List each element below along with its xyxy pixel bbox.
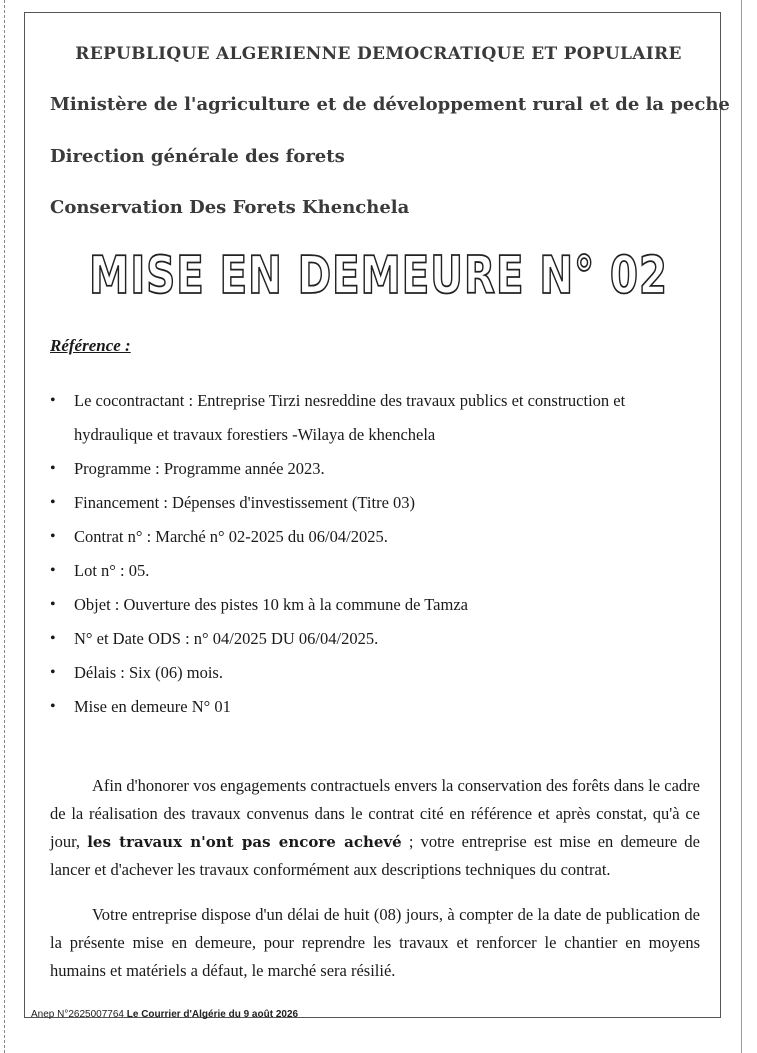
reference-deadline: Délais : Six (06) mois. [74,663,223,682]
conservation-heading: Conservation Des Forets Khenchela [50,197,410,218]
list-item [50,452,670,486]
list-item [50,486,670,520]
scan-right-edge [741,0,742,1053]
ministry-heading: Ministère de l'agriculture et de développement rural et de la peche [50,94,730,115]
publication-footer [31,1009,298,1020]
list-item [50,384,670,452]
reference-list [50,384,670,724]
bullet-icon: • [50,630,56,647]
bullet-icon: • [50,494,56,511]
list-item [50,622,670,656]
country-heading: REPUBLIQUE ALGERIENNE DEMOCRATIQUE ET POPULAIRE [75,44,682,64]
reference-label: Référence : [50,336,131,355]
bullet-icon: • [50,528,56,545]
bullet-icon: • [50,562,56,579]
reference-previous-notice: Mise en demeure N° 01 [74,697,231,716]
publication-source: Le Courrier d'Algérie du 9 août 2026 [126,1009,299,1020]
body-paragraph-2 [50,901,700,985]
body-paragraph-1 [50,772,700,884]
direction-heading: Direction générale des forets [50,146,345,167]
reference-lot: Lot n° : 05. [74,561,150,580]
bullet-icon: • [50,596,56,613]
list-item [50,554,670,588]
list-item [50,690,670,724]
bullet-icon: • [50,392,56,409]
bullet-icon: • [50,698,56,715]
reference-contractor: Le cocontractant : Entreprise Tirzi nesreddine des travaux publics et construction et hydraulique et travaux forestiers -Wilaya de khenchela [74,391,626,444]
reference-programme: Programme : Programme année 2023. [74,459,325,478]
paragraph-1-emphasis: les travaux n'ont pas encore achevé [87,833,402,851]
bullet-icon: • [50,664,56,681]
list-item [50,588,670,622]
list-item [50,656,670,690]
paragraph-1-start: Afin d'honorer vos engagements contractuels envers la conservation des forêts dans le cadre de la réalisation des travaux convenus dans le contrat cité en référence et après constat, qu'à ce jour, [50,776,700,851]
reference-ods: N° et Date ODS : n° 04/2025 DU 06/04/2025. [74,629,379,648]
bullet-icon: • [50,460,56,477]
reference-object: Objet : Ouverture des pistes 10 km à la commune de Tamza [74,595,468,614]
paragraph-1-end: ; votre entreprise est mise en demeure de lancer et d'achever les travaux conformément aux descriptions techniques du contrat. [50,832,701,879]
scan-left-edge [4,0,5,1053]
notice-title: MISE EN DEMEURE N° 02 [89,246,668,306]
anep-number: Anep N°2625007764 [31,1009,124,1020]
paragraph-2-text: Votre entreprise dispose d'un délai de huit (08) jours, à compter de la date de publication de la présente mise en demeure, pour reprendre les travaux et renforcer le chantier en moyens humains et matériels a défaut, le marché sera résilié. [50,905,700,980]
reference-contract: Contrat n° : Marché n° 02-2025 du 06/04/2025. [74,527,388,546]
list-item [50,520,670,554]
reference-financing: Financement : Dépenses d'investissement (Titre 03) [74,493,416,512]
